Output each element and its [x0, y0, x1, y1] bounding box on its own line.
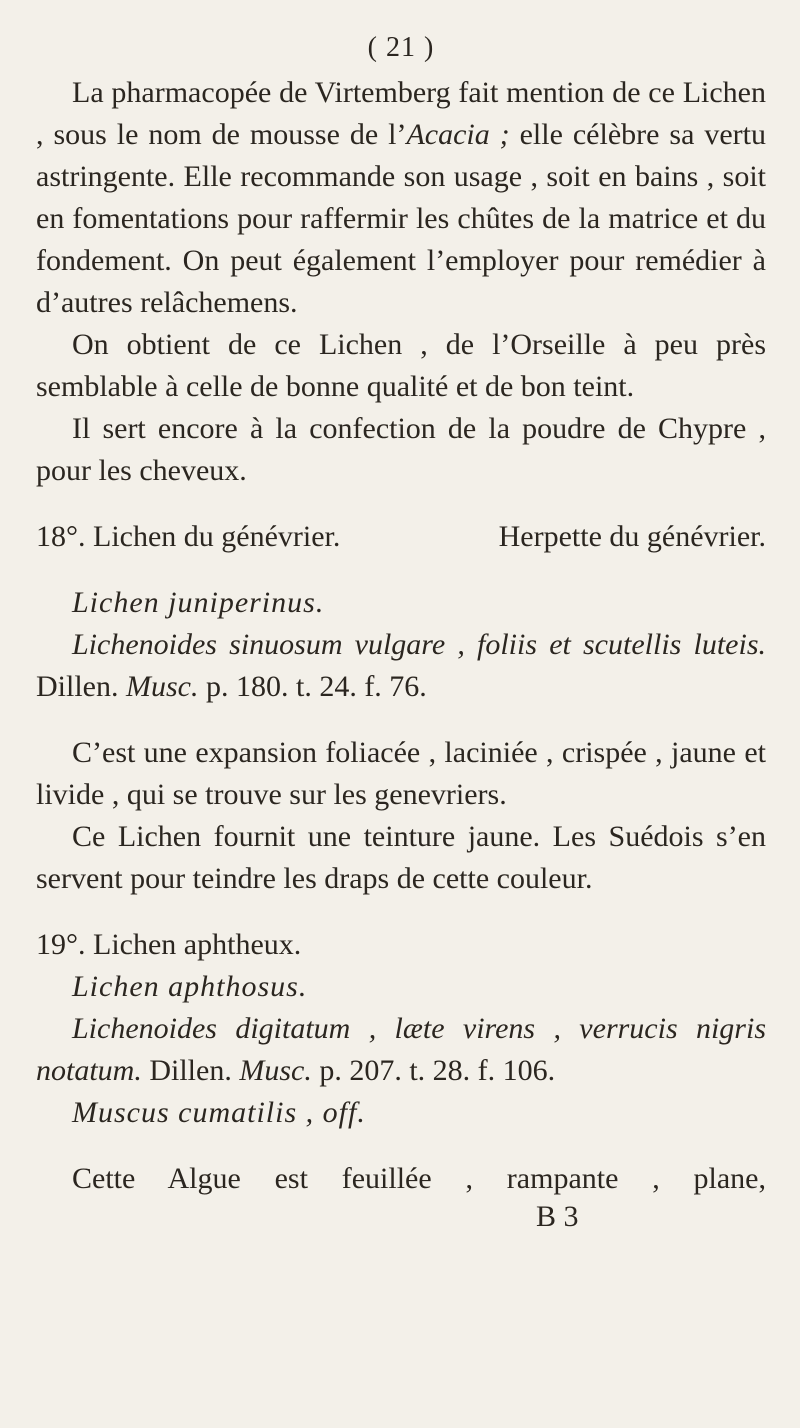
section-18-description: C’est une expansion foliacée , laciniée , crispée , jaune et livide , qui se trouve sur les genevriers. — [36, 736, 766, 811]
paragraph-acacia-text-a: La pharmacopée de Virtemberg fait mention de ce Lichen , sous le nom de mousse de l’ — [36, 76, 766, 151]
paragraph-orseille: On obtient de ce Lichen , de l’Orseille à peu près semblable à celle de bonne qualité et de bon teint. — [36, 328, 766, 403]
section-gap — [36, 900, 766, 924]
section-19-latin-name: Lichen aphthosus. — [72, 970, 308, 1003]
section-gap — [36, 708, 766, 732]
section-19-ref-tail: p. 207. t. 28. f. 106. — [311, 1054, 556, 1087]
section-18-ref-musc: Musc. — [126, 670, 199, 703]
section-19-number: 19°. Lichen aphtheux. — [36, 928, 302, 961]
section-19-heading — [36, 924, 766, 966]
acacia-term: Acacia ; — [406, 118, 510, 151]
signature-mark: B 3 — [536, 1200, 579, 1233]
section-18-ref-tail: p. 180. t. 24. f. 76. — [198, 670, 427, 703]
paragraph-acacia — [36, 72, 766, 324]
section-18-number: 18°. Lichen du génévrier. — [36, 520, 341, 553]
paragraph-chypre: Il sert encore à la confection de la poudre de Chypre , pour les cheveux. — [36, 412, 766, 487]
section-19-ref-musc: Musc. — [239, 1054, 312, 1087]
page-number: ( 21 ) — [367, 32, 435, 63]
section-18-usage: Ce Lichen fournit une teinture jaune. Les Suédois s’en servent pour teindre les draps de cette couleur. — [36, 820, 766, 895]
section-18-ref-latin: Lichenoides sinuosum vulgare , foliis et scutellis luteis. — [72, 628, 766, 661]
section-18-heading — [36, 516, 766, 558]
section-19-reference — [36, 1008, 766, 1092]
section-gap — [36, 1134, 766, 1158]
section-18-reference — [36, 624, 766, 708]
section-18-french-name: Herpette du génévrier. — [498, 520, 766, 553]
section-18-ref-author: Dillen. — [36, 670, 126, 703]
section-19-reference-2: Muscus cumatilis , off. — [72, 1096, 366, 1129]
section-19-ref-latin: Lichenoides digitatum , læte virens , verrucis nigris notatum. — [36, 1012, 766, 1087]
section-19-description: Cette Algue est feuillée , rampante , plane, — [72, 1162, 766, 1195]
paragraph-acacia-text-c: elle célèbre sa vertu astringente. Elle recommande son usage , soit en bains , soit en fomentations pour raffermir les chûtes de la matrice et du fondement. On peut également l’employer pour remédier à d’autres relâchemens. — [36, 118, 766, 319]
section-gap — [36, 492, 766, 516]
section-gap — [36, 558, 766, 582]
section-19-ref-author: Dillen. — [141, 1054, 240, 1087]
section-18-latin-name: Lichen juniperinus. — [72, 586, 325, 619]
